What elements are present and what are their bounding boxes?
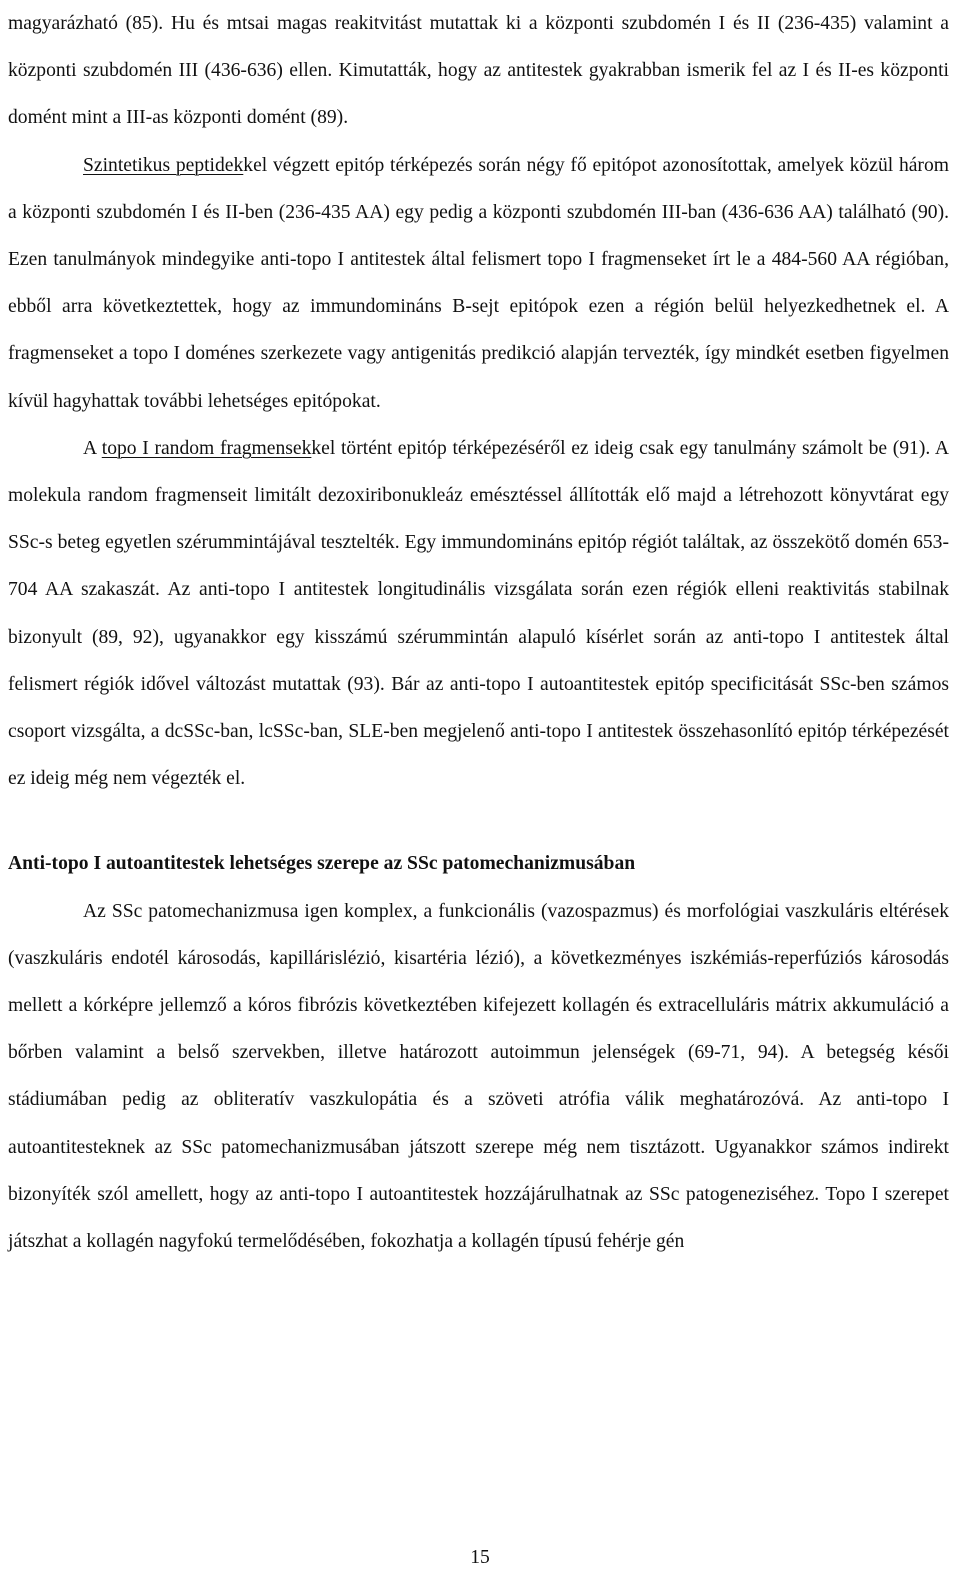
page-number: 15 — [470, 1547, 490, 1568]
paragraph-continuation: magyarázható (85). Hu és mtsai magas reakitvitást mutattak ki a központi szubdomén I és II (236-435) valamint a központi szubdomén III (436-636) ellen. Kimutatták, hogy az antitestek gyakrabban ismerik fel az I és II-es központi domént mint a III-as központi domént (89). — [8, 13, 949, 129]
paragraph-synthetic-peptides — [8, 142, 949, 425]
paragraph-pathomechanism: Az SSc patomechanizmusa igen komplex, a funkcionális (vazospazmus) és morfológiai vaszkuláris eltérések (vaszkuláris endotél károsodás, kapillárisléziό, kisartéria lézió), a következményes iszkémiás-reperfúziós károsodás mellett a kórképre jellemző a kóros fibrózis következtében kifejezett kollagén és extracelluláris mátrix akkumuláció a bőrben valamint a belső szervekben, illetve határozott autoimmun jelenségek (69-71, 94). A betegség késői stádiumában pedig az obliteratív vaszkulopátia és a szöveti atrófia válik meghatározóvá. Az anti-topo I autoantitesteknek az SSc patomechanizmusában játszott szerepe még nem tisztázott. Ugyanakkor számos indirekt bizonyíték szól amellett, hogy az anti-topo I autoantitestek hozzájárulhatnak az SSc patogeneziséhez. Topo I szerepet játszhat a kollagén nagyfokú termelődésében, fokozhatja a kollagén típusú fehérje gén — [8, 900, 949, 1253]
paragraph-synthetic-peptides-text: kel végzett epitóp térképezés során négy fő epitópot azonosítottak, amelyek közül három a központi szubdomén I és II-ben (236-435 AA) egy pedig a központi szubdomén III-ban (436-636 AA) található (90). Ezen tanulmányok mindegyike anti-topo I antitestek által felismert topo I fragmenseket írt le a 484-560 AA régióban, ebből arra következtettek, hogy az immundomináns B-sejt epitópok ezen a régión belül helyezkedhetnek el. A fragmenseket a topo I doménes szerkezete vagy antigenitás predikció alapján tervezték, így mindkét esetben figyelmen kívül hagyhattak további lehetséges epitópokat. — [8, 154, 949, 412]
underlined-term-random-fragments: topo I random fragmensek — [101, 437, 312, 459]
paragraph-random-fragments-prefix: A — [83, 437, 102, 459]
underlined-term-synthetic-peptides: Szintetikus peptidek — [83, 154, 244, 176]
document-page — [8, 0, 949, 1265]
paragraph-random-fragments-text: kel történt epitóp térképezéséről ez ideig csak egy tanulmány számolt be (91). A molekula random fragmenseit limitált dezoxiribonukleáz emésztéssel állították elő majd a létrehozott könyvtárat egy SSc-s beteg egyetlen szérummintájával tesztelték. Egy immundomináns epitóp régiót találtak, az összekötő domén 653-704 AA szakaszát. Az anti-topo I antitestek longitudinális vizsgálata során ezen régiók elleni reaktivitás stabilnak bizonyult (89, 92), ugyanakkor egy kisszámú szérummintán alapuló kísérlet során az anti-topo I antitestek által felismert régiók idővel változást mutattak (93). Bár az anti-topo I autoantitestek epitóp specificitását SSc-ben számos csoport vizsgálta, a dcSSc-ban, lcSSc-ban, SLE-ben megjelenő anti-topo I antitestek összehasonlító epitóp térképezését ez ideig még nem végezték el. — [8, 437, 950, 790]
section-heading: Anti-topo I autoantitestek lehetséges szerepe az SSc patomechanizmusában — [8, 853, 636, 875]
section-spacer — [8, 802, 949, 840]
paragraph-random-fragments — [8, 425, 949, 803]
